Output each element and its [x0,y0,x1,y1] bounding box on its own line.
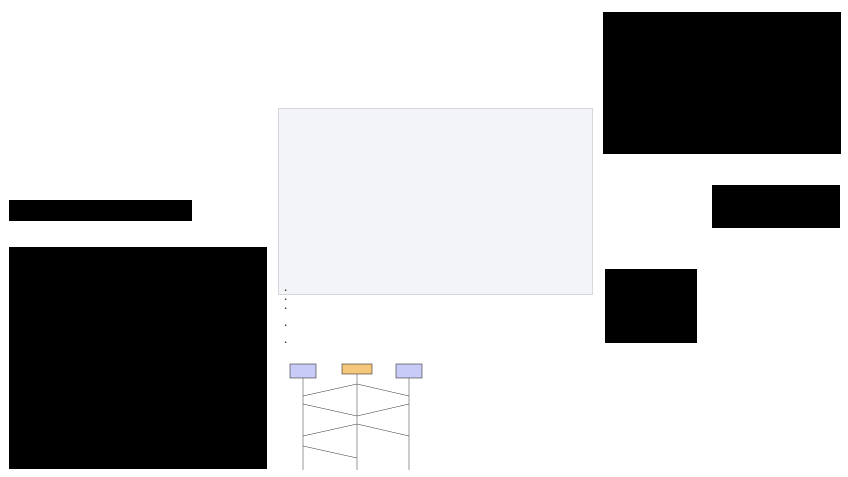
dhcp-server-2-box [396,364,422,378]
terminal-resolv [712,185,840,228]
terminal-dhcpd-conf [9,247,267,469]
discover-arrow-right [357,384,409,396]
discover-arrow-left [303,384,357,396]
bullet-4 [284,323,287,330]
ack-arrow [303,446,357,458]
host-box [342,364,372,374]
wireshark-capture [278,108,593,295]
terminal-dhcp-status [9,200,192,221]
request-arrow-left [303,424,357,436]
bullet-3 [284,306,287,313]
dhcp-server-1-box [290,364,316,378]
bullet-5 [284,340,287,347]
offer-arrow-left [303,404,357,416]
terminal-leases [605,269,697,343]
offer-arrow-right [357,404,409,416]
terminal-dhclient [603,12,841,154]
bullet-2 [284,297,287,304]
request-arrow-right [357,424,409,436]
dhcp-sequence-diagram [284,362,434,472]
bullet-1 [284,288,287,295]
